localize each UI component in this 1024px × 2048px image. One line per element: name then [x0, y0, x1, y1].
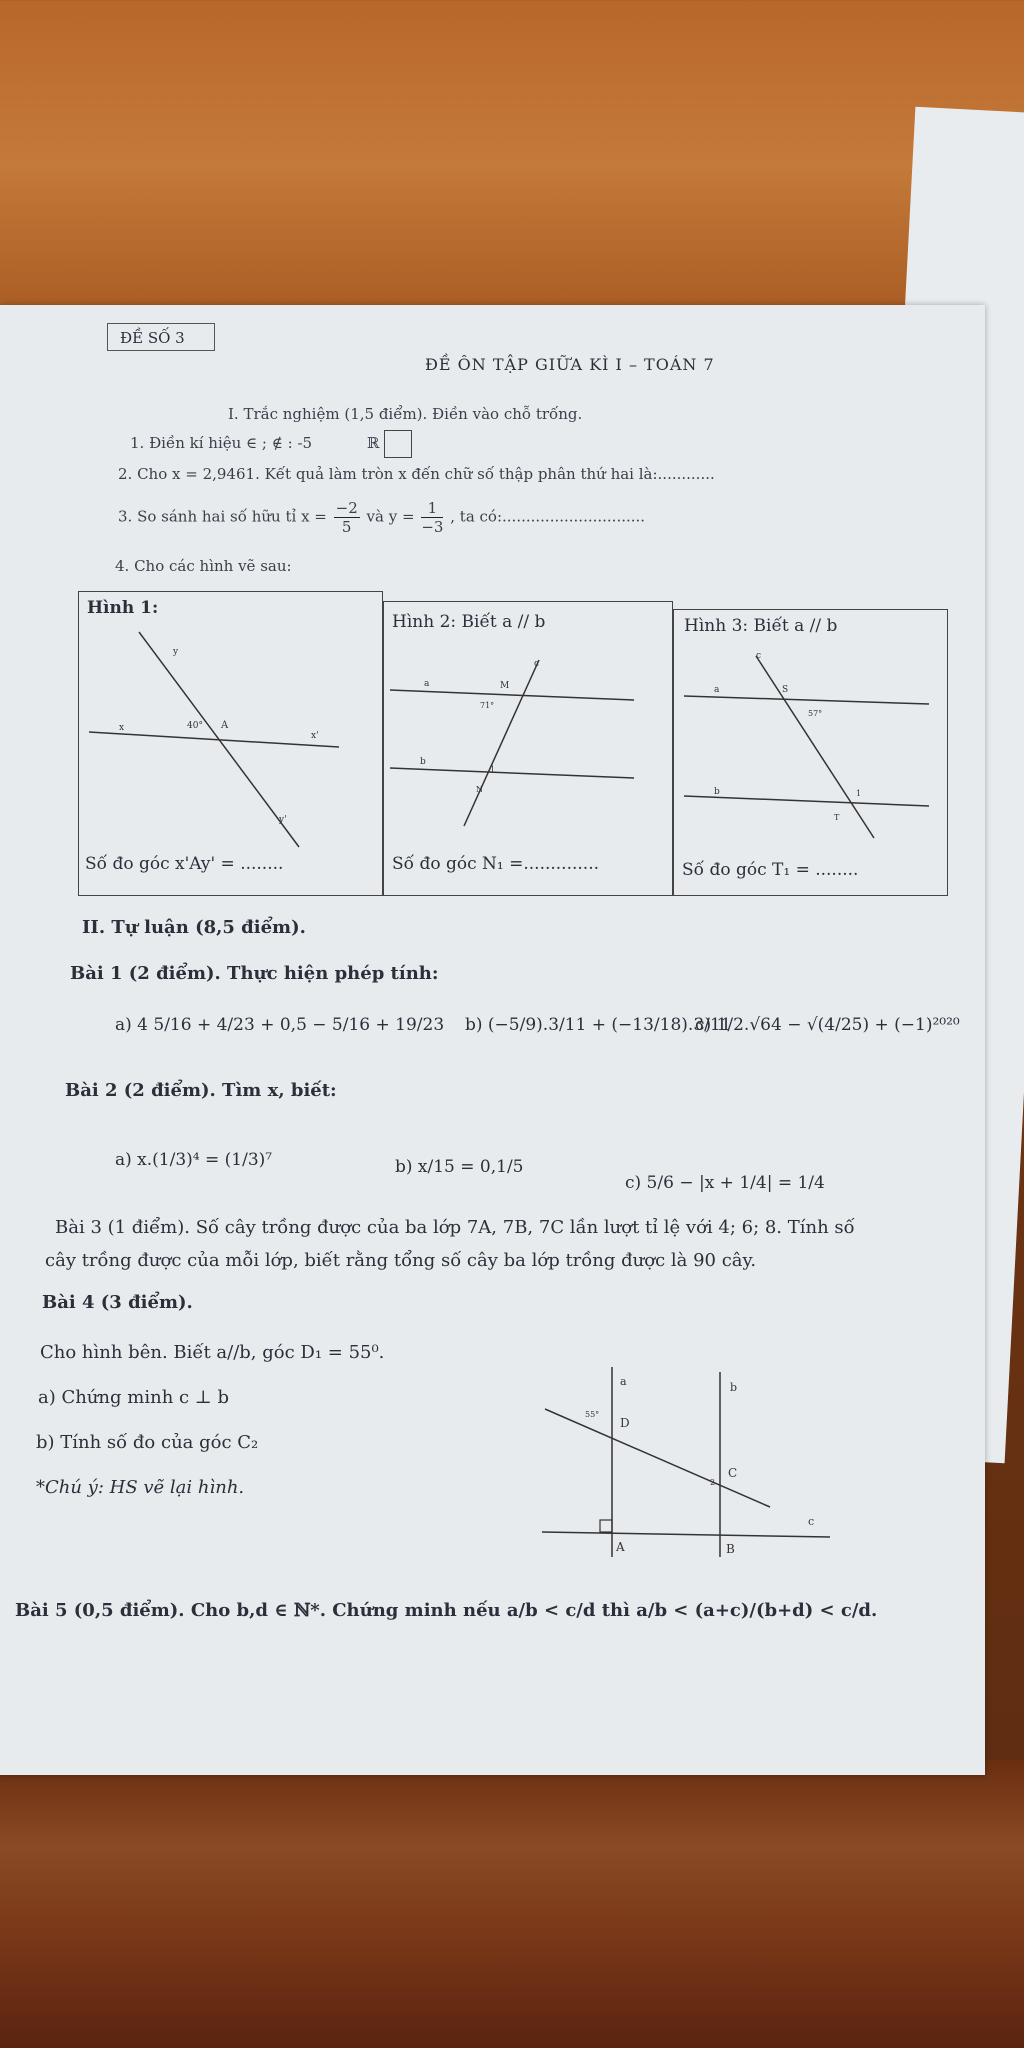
figure-2-cell: [383, 601, 673, 896]
fig1-angle-label: 40°: [187, 721, 203, 731]
figure-1-title: Hình 1:: [87, 598, 159, 618]
svg-text:D: D: [620, 1416, 630, 1430]
exam-title: ĐỀ ÔN TẬP GIỮA KÌ I – TOÁN 7: [425, 355, 715, 374]
figure-1-diagram: [79, 622, 384, 862]
bai1-a: a) 4 5/16 + 4/23 + 0,5 − 5/16 + 19/23: [115, 1015, 445, 1035]
svg-text:b: b: [714, 787, 720, 797]
svg-text:c: c: [808, 1515, 815, 1528]
bai4-given: Cho hình bên. Biết a//b, góc D₁ = 55⁰.: [40, 1342, 385, 1363]
question-1: [130, 430, 412, 458]
svg-text:a: a: [620, 1375, 627, 1388]
figure-4-diagram: [530, 1367, 840, 1567]
svg-text:b: b: [420, 757, 426, 767]
svg-text:y': y': [279, 815, 287, 825]
bai3-line2: cây trồng được của mỗi lớp, biết rằng tổng số cây ba lớp trồng được là 90 cây.: [45, 1250, 757, 1271]
svg-text:c: c: [756, 651, 762, 661]
figure-3-title: Hình 3: Biết a // b: [684, 616, 838, 636]
figure-1-answer: Số đo góc x'Ay' = ........: [85, 854, 284, 874]
svg-text:N: N: [476, 785, 483, 794]
svg-text:1: 1: [856, 789, 862, 798]
bai3-line1: Bài 3 (1 điểm). Số cây trồng được của ba lớp 7A, 7B, 7C lần lượt tỉ lệ với 4; 6; 8. Tính số: [55, 1217, 855, 1238]
fraction-y: $\frac{1}{-3}$: [421, 499, 444, 536]
figure-2-answer: Số đo góc N₁ =..............: [392, 854, 600, 874]
svg-text:2: 2: [710, 1478, 716, 1487]
bai2-b: b) x/15 = 0,1/5: [395, 1157, 524, 1177]
svg-text:y: y: [173, 647, 179, 657]
bai2-a: a) x.(1/3)⁴ = (1/3)⁷: [115, 1150, 273, 1170]
real-set-symbol: ℝ: [366, 434, 380, 452]
question-1-text: 1. Điền kí hiệu ∈ ; ∉ : -5: [130, 434, 313, 452]
bai4-heading: Bài 4 (3 điểm).: [42, 1292, 193, 1313]
svg-text:55°: 55°: [585, 1410, 600, 1419]
figure-3-diagram: [674, 644, 949, 844]
svg-text:x': x': [311, 731, 319, 741]
svg-text:71°: 71°: [480, 701, 495, 710]
svg-text:x: x: [119, 723, 125, 733]
svg-text:c: c: [534, 659, 540, 669]
svg-text:B: B: [726, 1542, 735, 1556]
answer-box[interactable]: [384, 430, 412, 458]
svg-text:57°: 57°: [808, 709, 823, 718]
svg-text:b: b: [730, 1381, 738, 1394]
part1-heading: I. Trắc nghiệm (1,5 điểm). Điền vào chỗ trống.: [228, 405, 583, 423]
svg-text:A: A: [221, 720, 229, 731]
question-4: 4. Cho các hình vẽ sau:: [115, 557, 292, 575]
bai4-a: a) Chứng minh c ⊥ b: [38, 1387, 229, 1408]
bai5: Bài 5 (0,5 điểm). Cho b,d ∈ ℕ*. Chứng minh nếu a/b < c/d thì a/b < (a+c)/(b+d) < c/d.: [15, 1600, 878, 1621]
svg-text:M: M: [500, 681, 510, 691]
figure-2-title: Hình 2: Biết a // b: [392, 612, 546, 632]
bai4-note: *Chú ý: HS vẽ lại hình.: [36, 1477, 245, 1498]
svg-text:A: A: [616, 1540, 625, 1554]
question-3: 3. So sánh hai số hữu tỉ x = $\frac{-2}{5}$ và y = $\frac{1}{-3}$ , ta có:..............................: [118, 499, 646, 536]
svg-text:C: C: [728, 1466, 738, 1480]
part2-heading: II. Tự luận (8,5 điểm).: [82, 917, 306, 938]
bai2-c: c) 5/6 − |x + 1/4| = 1/4: [625, 1173, 825, 1193]
bai4-b: b) Tính số đo của góc C₂: [36, 1432, 259, 1453]
figure-3-answer: Số đo góc T₁ = ........: [682, 860, 859, 880]
bai1-heading: Bài 1 (2 điểm). Thực hiện phép tính:: [70, 963, 439, 984]
svg-text:S: S: [782, 685, 789, 695]
figure-3-cell: [673, 609, 948, 896]
exam-number-box: ĐỀ SỐ 3: [107, 323, 215, 351]
figure-2-diagram: [384, 642, 674, 842]
svg-text:a: a: [424, 679, 430, 689]
bai2-heading: Bài 2 (2 điểm). Tìm x, biết:: [65, 1080, 337, 1101]
bai1-c: c) 1/2.√64 − √(4/25) + (−1)²⁰²⁰: [695, 1015, 960, 1035]
svg-text:1: 1: [490, 765, 496, 774]
wood-table-bottom: [0, 1760, 1024, 2048]
exam-paper: [0, 305, 985, 1775]
figure-1-cell: [78, 591, 383, 896]
svg-text:T: T: [834, 813, 840, 822]
fraction-x: $\frac{-2}{5}$: [335, 499, 358, 536]
figures-table: [78, 591, 948, 896]
bai1-b: b) (−5/9).3/11 + (−13/18).3/11: [465, 1015, 732, 1035]
svg-text:a: a: [714, 685, 720, 695]
question-2: 2. Cho x = 2,9461. Kết quả làm tròn x đến chữ số thập phân thứ hai là:............: [118, 465, 715, 483]
